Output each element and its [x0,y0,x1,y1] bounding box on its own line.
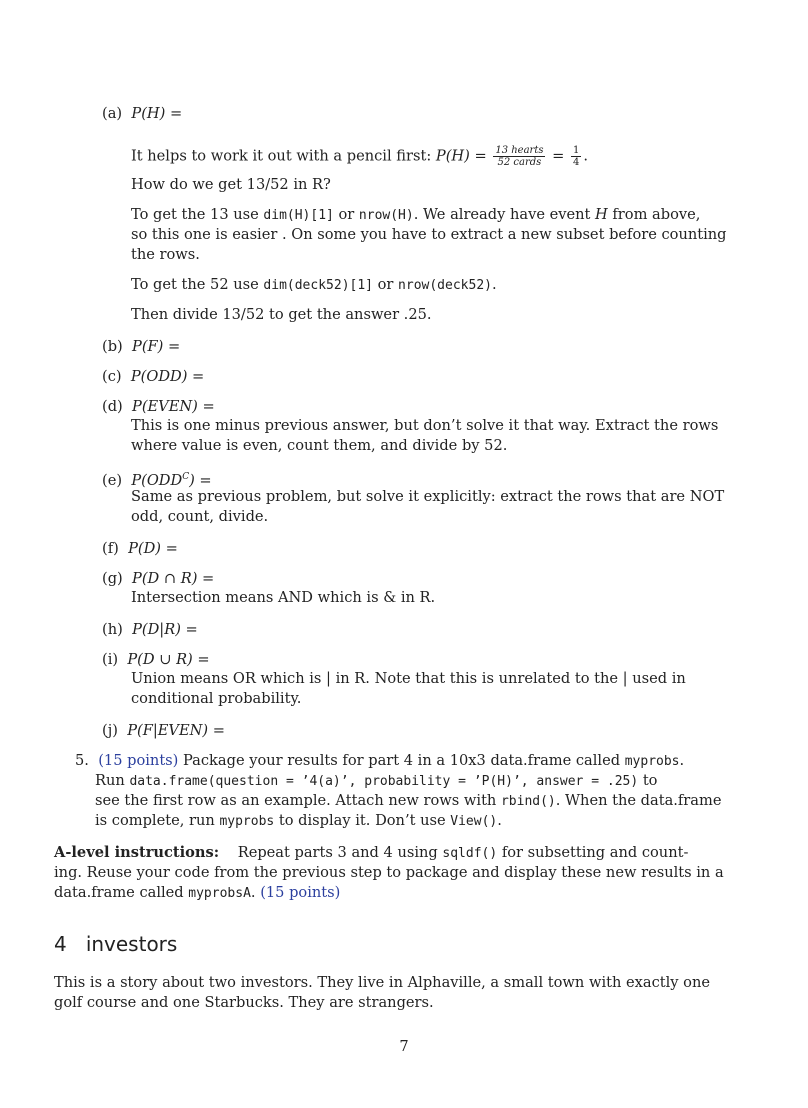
alevel-line3: data.frame called myprobsA. (15 points) [54,884,341,901]
item-e: (e) $P(ODD^C)$ = [102,471,212,489]
code-dataframe-example: data.frame(question = ’4(a)’, probability = ’P(H)’, answer = .25) [129,774,639,789]
code-dim-h: dim(H)[1] [263,208,334,223]
e-note-line1: Same as previous problem, but solve it explicitly: extract the rows that are NOT [131,488,725,505]
d-note-line1: This is one minus previous answer, but don’t solve it that way. Extract the rows [131,417,719,434]
section-heading: 4 investors [54,932,178,956]
i-note-line1: Union means OR which is | in R. Note that this is unrelated to the | used in [131,670,686,687]
item-c: (c) P(ODD) = [102,368,205,385]
code-myprobsA: myprobsA [188,886,251,901]
item-label: (a) [102,105,123,122]
a-p3-line2: so this one is easier . On some you have to extract a new subset before counting [131,226,727,243]
code-view: View() [450,814,498,829]
item-g: (g) P(D ∩ R) = [102,570,215,587]
i-note-line2: conditional probability. [131,690,302,707]
q5-line1: 5. (15 points) Package your results for part 4 in a 10x3 data.frame called myprobs. [75,752,685,769]
a-p3-line3: the rows. [131,246,200,263]
page-number: 7 [399,1038,409,1055]
fraction-one-quarter: $\frac{1}{4}$ [573,145,580,168]
a-question-line: How do we get 13/52 in R? [131,176,331,193]
code-dim-deck52: dim(deck52)[1] [263,278,373,293]
alevel-heading: A-level instructions: [54,844,220,861]
e-note-line2: odd, count, divide. [131,508,269,525]
item-i: (i) P(D ∪ R) = [102,651,210,668]
story-line1: This is a story about two investors. They live in Alphaville, a small town with exactly one [54,974,710,991]
item-b: (b) P(F) = [102,338,181,355]
a-p4-line: To get the 52 use dim(deck52)[1] or nrow(deck52). [131,276,497,293]
item-h: (h) P(D|R) = [102,621,198,638]
q5-line4: is complete, run myprobs to display it. Don’t use View(). [95,812,502,829]
code-myprobs: myprobs [624,754,680,769]
code-rbind: rbind() [500,794,556,809]
item-a [102,104,182,123]
item-f: (f) P(D) = [102,540,178,557]
item-j: (j) P(F|EVEN) = [102,722,225,739]
g-note-line1: Intersection means AND which is & in R. [131,589,436,606]
item-expression: P(H) = [131,105,183,122]
q5-points: (15 points) [98,752,179,769]
alevel-line1: A-level instructions: Repeat parts 3 and 4 using sqldf() for subsetting and count- [54,844,689,861]
alevel-line2: ing. Reuse your code from the previous step to package and display these new results in a [54,864,724,881]
d-note-line2: where value is even, count them, and divide by 52. [131,437,508,454]
fraction-hearts-cards: $\frac{\text{13 hearts}}{\text{52 cards}}$ [495,145,544,168]
code-nrow-h: nrow(H) [358,208,414,223]
a-pencil-line: It helps to work it out with a pencil first: P(H) = $\frac{\text{13 hearts}}{\text{52 cards}}$ = $\frac{1}{4}$ . [131,145,589,168]
q5-line2: Run data.frame(question = ’4(a)’, probability = ’P(H)’, answer = .25) to [95,772,658,789]
item-d: (d) P(EVEN) = [102,398,215,415]
code-sqldf: sqldf() [442,846,498,861]
a-p5-line: Then divide 13/52 to get the answer .25. [131,306,432,323]
story-line2: golf course and one Starbucks. They are strangers. [54,994,434,1011]
alevel-points: (15 points) [260,884,341,901]
code-nrow-deck52: nrow(deck52) [398,278,492,293]
q5-line3: see the first row as an example. Attach new rows with rbind(). When the data.frame [95,792,722,809]
a-p3-line1: To get the 13 use dim(H)[1] or nrow(H). We already have event H from above, [131,206,701,223]
